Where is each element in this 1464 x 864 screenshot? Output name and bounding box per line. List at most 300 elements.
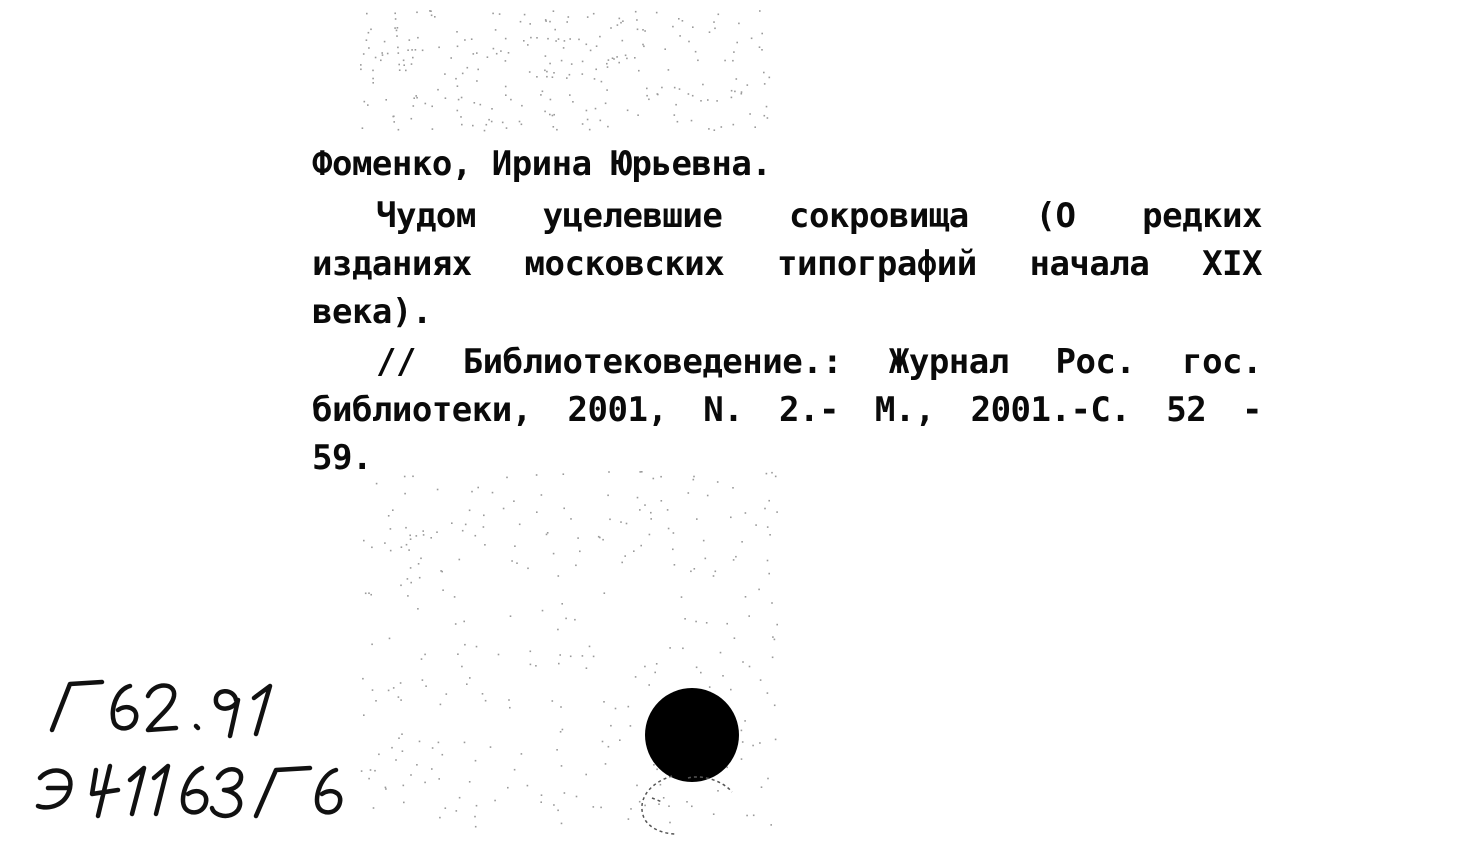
noise-dot bbox=[697, 60, 699, 62]
noise-dot bbox=[384, 41, 386, 43]
noise-dot bbox=[582, 61, 584, 63]
noise-dot bbox=[524, 14, 526, 16]
noise-dot bbox=[561, 823, 563, 825]
noise-dot bbox=[692, 95, 694, 97]
noise-dot bbox=[416, 535, 418, 537]
noise-dot bbox=[476, 80, 478, 82]
noise-dot bbox=[403, 785, 405, 787]
noise-dot bbox=[758, 589, 760, 591]
noise-dot bbox=[459, 559, 461, 561]
handwriting-stroke bbox=[113, 686, 136, 728]
noise-dot bbox=[564, 792, 566, 794]
handwriting-stroke bbox=[148, 686, 176, 731]
noise-dot bbox=[619, 739, 621, 741]
noise-dot bbox=[370, 594, 372, 596]
noise-dot bbox=[664, 48, 666, 50]
noise-dot bbox=[457, 110, 459, 112]
noise-dot bbox=[364, 101, 366, 103]
noise-dot bbox=[376, 483, 378, 485]
noise-dot bbox=[553, 72, 555, 74]
noise-dot bbox=[620, 22, 622, 24]
noise-dot bbox=[616, 56, 618, 58]
noise-dot bbox=[602, 539, 604, 541]
noise-dot bbox=[463, 621, 465, 623]
noise-dot bbox=[553, 10, 555, 12]
noise-dot bbox=[622, 20, 624, 22]
noise-dot bbox=[761, 786, 763, 788]
noise-dot bbox=[467, 67, 469, 69]
noise-dot bbox=[608, 59, 610, 61]
noise-dot bbox=[514, 769, 516, 771]
noise-dot bbox=[424, 782, 426, 784]
noise-dot bbox=[465, 524, 467, 526]
noise-dot bbox=[492, 492, 494, 494]
noise-dot bbox=[759, 10, 761, 12]
noise-dot bbox=[523, 40, 525, 42]
noise-dot bbox=[613, 58, 615, 60]
noise-dot bbox=[382, 54, 384, 56]
noise-dot bbox=[502, 122, 504, 124]
noise-dot bbox=[553, 126, 555, 128]
noise-dot bbox=[749, 666, 751, 668]
noise-dot bbox=[385, 99, 387, 101]
noise-dot bbox=[586, 110, 588, 112]
noise-dot bbox=[578, 39, 580, 41]
noise-dot bbox=[366, 39, 368, 41]
noise-dot bbox=[643, 46, 645, 48]
noise-dot bbox=[650, 518, 652, 520]
noise-dot bbox=[457, 85, 459, 87]
punch-hole-trace bbox=[632, 768, 742, 840]
handwriting-stroke bbox=[212, 769, 241, 816]
noise-dot bbox=[474, 102, 476, 104]
noise-dot bbox=[746, 815, 748, 817]
noise-dot bbox=[713, 575, 715, 577]
noise-dot bbox=[677, 121, 679, 123]
noise-dot bbox=[484, 544, 486, 546]
noise-dot bbox=[430, 10, 432, 12]
noise-dot bbox=[392, 509, 394, 511]
noise-dot bbox=[461, 97, 463, 99]
noise-dot bbox=[720, 652, 722, 654]
noise-dot bbox=[713, 21, 715, 23]
noise-dot bbox=[638, 70, 640, 72]
noise-dot bbox=[483, 526, 485, 528]
noise-dot bbox=[419, 577, 421, 579]
noise-dot bbox=[394, 27, 396, 29]
noise-dot bbox=[415, 95, 417, 97]
noise-dot bbox=[519, 524, 521, 526]
noise-dot bbox=[513, 500, 515, 502]
noise-dot bbox=[420, 558, 422, 560]
noise-dot bbox=[731, 97, 733, 99]
noise-dot bbox=[483, 515, 485, 517]
noise-dot bbox=[731, 90, 733, 92]
noise-dot bbox=[695, 621, 697, 623]
noise-dot bbox=[570, 656, 572, 658]
noise-dot bbox=[438, 778, 440, 780]
noise-dot bbox=[446, 693, 448, 695]
noise-dot bbox=[445, 97, 447, 99]
noise-dot bbox=[484, 130, 486, 132]
noise-dot bbox=[589, 129, 591, 131]
noise-dot bbox=[760, 679, 762, 681]
noise-dot bbox=[609, 519, 611, 521]
noise-dot bbox=[770, 824, 772, 826]
noise-dot bbox=[715, 571, 717, 573]
noise-dot bbox=[722, 675, 724, 677]
noise-dot bbox=[696, 667, 698, 669]
noise-dot bbox=[732, 487, 734, 489]
noise-dot bbox=[540, 94, 542, 96]
noise-dot bbox=[444, 73, 446, 75]
noise-dot bbox=[556, 129, 558, 131]
noise-dot bbox=[408, 549, 410, 551]
noise-dot bbox=[546, 71, 548, 73]
noise-dot bbox=[398, 64, 400, 66]
noise-dot bbox=[471, 38, 473, 40]
noise-dot bbox=[544, 70, 546, 72]
noise-dot bbox=[466, 683, 468, 685]
noise-dot bbox=[436, 531, 438, 533]
noise-dot bbox=[411, 63, 413, 65]
noise-dot bbox=[552, 115, 554, 117]
noise-dot bbox=[469, 510, 471, 512]
noise-dot bbox=[455, 623, 457, 625]
noise-dot bbox=[679, 88, 681, 90]
noise-dot bbox=[505, 38, 507, 40]
noise-dot bbox=[669, 647, 671, 649]
noise-dot bbox=[547, 532, 549, 534]
noise-dot bbox=[488, 119, 490, 121]
noise-dot bbox=[767, 526, 769, 528]
noise-dot bbox=[752, 745, 754, 747]
noise-dot bbox=[617, 24, 619, 26]
noise-dot bbox=[654, 672, 656, 674]
noise-dot bbox=[566, 21, 568, 23]
noise-dot bbox=[405, 527, 407, 529]
noise-dot bbox=[566, 77, 568, 79]
noise-dot bbox=[437, 489, 439, 491]
noise-dot bbox=[536, 511, 538, 513]
noise-dot bbox=[672, 549, 674, 551]
noise-dot bbox=[702, 84, 704, 86]
noise-dot bbox=[442, 754, 444, 756]
noise-dot bbox=[625, 55, 627, 57]
noise-dot bbox=[612, 57, 614, 59]
noise-dot bbox=[644, 504, 646, 506]
noise-dot bbox=[767, 778, 769, 780]
noise-dot bbox=[412, 57, 414, 59]
noise-dot bbox=[473, 53, 475, 55]
noise-dot bbox=[707, 99, 709, 101]
noise-dot bbox=[552, 700, 554, 702]
bibliographic-record bbox=[312, 140, 1262, 482]
noise-dot bbox=[661, 500, 663, 502]
noise-dot bbox=[510, 99, 512, 101]
handwriting-stroke bbox=[130, 768, 144, 814]
noise-dot bbox=[461, 666, 463, 668]
noise-dot bbox=[476, 805, 478, 807]
noise-dot bbox=[416, 764, 418, 766]
noise-dot bbox=[644, 666, 646, 668]
noise-dot bbox=[457, 653, 459, 655]
noise-dot bbox=[626, 58, 628, 60]
handwriting-stroke bbox=[216, 691, 238, 736]
noise-dot bbox=[692, 26, 694, 28]
noise-dot bbox=[390, 528, 392, 530]
noise-dot bbox=[594, 78, 596, 80]
noise-dot bbox=[440, 570, 442, 572]
noise-dot bbox=[530, 37, 532, 39]
noise-dot bbox=[764, 508, 766, 510]
noise-dot bbox=[776, 511, 778, 513]
noise-dot bbox=[384, 542, 386, 544]
noise-dot bbox=[600, 807, 602, 809]
noise-dot bbox=[503, 508, 505, 510]
noise-dot bbox=[766, 106, 768, 108]
noise-dot bbox=[574, 619, 576, 621]
noise-dot bbox=[545, 19, 547, 21]
noise-dot bbox=[417, 37, 419, 39]
noise-dot bbox=[500, 50, 502, 52]
noise-dot bbox=[569, 38, 571, 40]
noise-dot bbox=[477, 487, 479, 489]
noise-dot bbox=[593, 13, 595, 15]
noise-dot bbox=[521, 105, 523, 107]
noise-dot bbox=[733, 51, 735, 53]
noise-dot bbox=[441, 571, 443, 573]
noise-dot bbox=[736, 42, 738, 44]
noise-dot bbox=[380, 60, 382, 62]
noise-dot bbox=[363, 540, 365, 542]
noise-dot bbox=[510, 615, 512, 617]
noise-dot bbox=[626, 523, 628, 525]
noise-dot bbox=[405, 70, 407, 72]
noise-dot bbox=[679, 35, 681, 37]
noise-dot bbox=[393, 116, 395, 118]
noise-dot bbox=[480, 104, 482, 106]
noise-dot bbox=[553, 553, 555, 555]
noise-dot bbox=[460, 116, 462, 118]
noise-dot bbox=[392, 116, 394, 118]
noise-dot bbox=[530, 651, 532, 653]
noise-dot bbox=[432, 128, 434, 130]
noise-dot bbox=[695, 51, 697, 53]
noise-dot bbox=[434, 16, 436, 18]
noise-dot bbox=[368, 47, 370, 49]
noise-dot bbox=[700, 100, 702, 102]
noise-dot bbox=[505, 94, 507, 96]
noise-dot bbox=[714, 28, 716, 30]
noise-dot bbox=[552, 76, 554, 78]
noise-dot bbox=[593, 656, 595, 658]
noise-dot bbox=[400, 585, 402, 587]
noise-dot bbox=[556, 749, 558, 751]
noise-dot bbox=[462, 530, 464, 532]
noise-dot bbox=[742, 661, 744, 663]
noise-dot bbox=[459, 797, 461, 799]
noise-dot bbox=[388, 515, 390, 517]
noise-dot bbox=[744, 720, 746, 722]
noise-dot bbox=[403, 64, 405, 66]
noise-dot bbox=[360, 64, 362, 66]
handwriting-stroke bbox=[196, 726, 198, 728]
noise-dot bbox=[721, 126, 723, 128]
noise-dot bbox=[636, 19, 638, 21]
noise-dot bbox=[401, 546, 403, 548]
noise-dot bbox=[741, 730, 743, 732]
noise-dot bbox=[486, 124, 488, 126]
noise-dot bbox=[637, 497, 639, 499]
noise-dot bbox=[368, 32, 370, 34]
noise-dot bbox=[454, 596, 456, 598]
noise-dot bbox=[606, 63, 608, 65]
noise-dot bbox=[431, 768, 433, 770]
noise-dot bbox=[495, 29, 497, 31]
noise-dot bbox=[767, 692, 769, 694]
noise-dot bbox=[477, 69, 479, 71]
noise-dot bbox=[688, 93, 690, 95]
noise-dot bbox=[734, 637, 736, 639]
noise-dot bbox=[769, 77, 771, 79]
noise-dot bbox=[718, 14, 720, 16]
noise-dot bbox=[471, 491, 473, 493]
noise-dot bbox=[402, 750, 404, 752]
noise-dot bbox=[469, 781, 471, 783]
noise-dot bbox=[714, 129, 716, 131]
noise-dot bbox=[635, 11, 637, 13]
noise-dot bbox=[569, 94, 571, 96]
noise-dot bbox=[375, 57, 377, 59]
noise-dot bbox=[628, 706, 630, 708]
noise-dot bbox=[456, 810, 458, 812]
noise-dot bbox=[619, 18, 621, 20]
noise-dot bbox=[464, 39, 466, 41]
noise-dot bbox=[457, 46, 459, 48]
noise-dot bbox=[560, 706, 562, 708]
noise-dot bbox=[542, 91, 544, 93]
noise-dot bbox=[726, 623, 728, 625]
noise-dot bbox=[555, 40, 557, 42]
noise-dot bbox=[667, 509, 669, 511]
noise-dot bbox=[505, 60, 507, 62]
noise-dot bbox=[451, 522, 453, 524]
noise-dot bbox=[399, 69, 401, 71]
noise-dot bbox=[541, 794, 543, 796]
noise-dot bbox=[682, 20, 684, 22]
noise-dot bbox=[461, 124, 463, 126]
noise-dot bbox=[754, 126, 756, 128]
noise-dot bbox=[492, 13, 494, 15]
noise-dot bbox=[589, 646, 591, 648]
noise-dot bbox=[570, 518, 572, 520]
noise-dot bbox=[593, 806, 595, 808]
noise-dot bbox=[694, 568, 696, 570]
noise-dot bbox=[759, 46, 761, 48]
noise-dot bbox=[419, 741, 421, 743]
noise-dot bbox=[637, 114, 639, 116]
noise-dot bbox=[527, 785, 529, 787]
noise-dot bbox=[411, 118, 413, 120]
noise-dot bbox=[587, 16, 589, 18]
noise-dot bbox=[661, 87, 663, 89]
noise-dot bbox=[363, 53, 365, 55]
noise-dot bbox=[560, 731, 562, 733]
noise-dot bbox=[598, 536, 600, 538]
noise-dot bbox=[639, 509, 641, 511]
noise-dot bbox=[635, 676, 637, 678]
noise-dot bbox=[599, 36, 601, 38]
noise-dot bbox=[432, 747, 434, 749]
noise-dot bbox=[707, 495, 709, 497]
noise-dot bbox=[749, 113, 751, 115]
noise-dot bbox=[596, 45, 598, 47]
noise-dot bbox=[621, 562, 623, 564]
noise-dot bbox=[767, 560, 769, 562]
noise-dot bbox=[442, 589, 444, 591]
noise-dot bbox=[557, 810, 559, 812]
noise-dot bbox=[610, 27, 612, 29]
noise-dot bbox=[456, 31, 458, 33]
noise-dot bbox=[396, 35, 398, 37]
noise-dot bbox=[475, 760, 477, 762]
noise-dot bbox=[425, 685, 427, 687]
noise-dot bbox=[508, 699, 510, 701]
noise-dot bbox=[735, 556, 737, 558]
noise-dot bbox=[568, 16, 570, 18]
noise-dot bbox=[476, 52, 478, 54]
noise-dot bbox=[464, 644, 466, 646]
noise-dot bbox=[403, 60, 405, 62]
noise-dot bbox=[586, 44, 588, 46]
handwriting-stroke bbox=[254, 686, 270, 734]
noise-dot bbox=[487, 56, 489, 58]
noise-dot bbox=[415, 49, 417, 51]
noise-dot bbox=[406, 544, 408, 546]
noise-dot bbox=[678, 18, 680, 20]
noise-dot bbox=[648, 684, 650, 686]
noise-dot bbox=[370, 29, 372, 31]
noise-dot bbox=[410, 774, 412, 776]
noise-dot bbox=[511, 560, 513, 562]
noise-dot bbox=[542, 610, 544, 612]
noise-dot bbox=[544, 111, 546, 113]
noise-dot bbox=[520, 21, 522, 23]
noise-dot bbox=[579, 551, 581, 553]
noise-dot bbox=[604, 592, 606, 594]
noise-dot bbox=[775, 739, 777, 741]
noise-dot bbox=[389, 638, 391, 640]
noise-dot bbox=[506, 127, 508, 129]
noise-dot bbox=[751, 38, 753, 40]
noise-dot bbox=[582, 655, 584, 657]
noise-dot bbox=[599, 537, 601, 539]
noise-dot bbox=[709, 686, 711, 688]
noise-dot bbox=[530, 664, 532, 666]
noise-dot bbox=[404, 493, 406, 495]
noise-dot bbox=[637, 29, 639, 31]
noise-dot bbox=[387, 53, 389, 55]
noise-dot bbox=[622, 40, 624, 42]
noise-dot bbox=[563, 508, 565, 510]
noise-dot bbox=[485, 700, 487, 702]
noise-dot bbox=[649, 534, 651, 536]
noise-dot bbox=[445, 807, 447, 809]
noise-dot bbox=[648, 99, 650, 101]
noise-dot bbox=[763, 72, 765, 74]
noise-dot bbox=[462, 73, 464, 75]
